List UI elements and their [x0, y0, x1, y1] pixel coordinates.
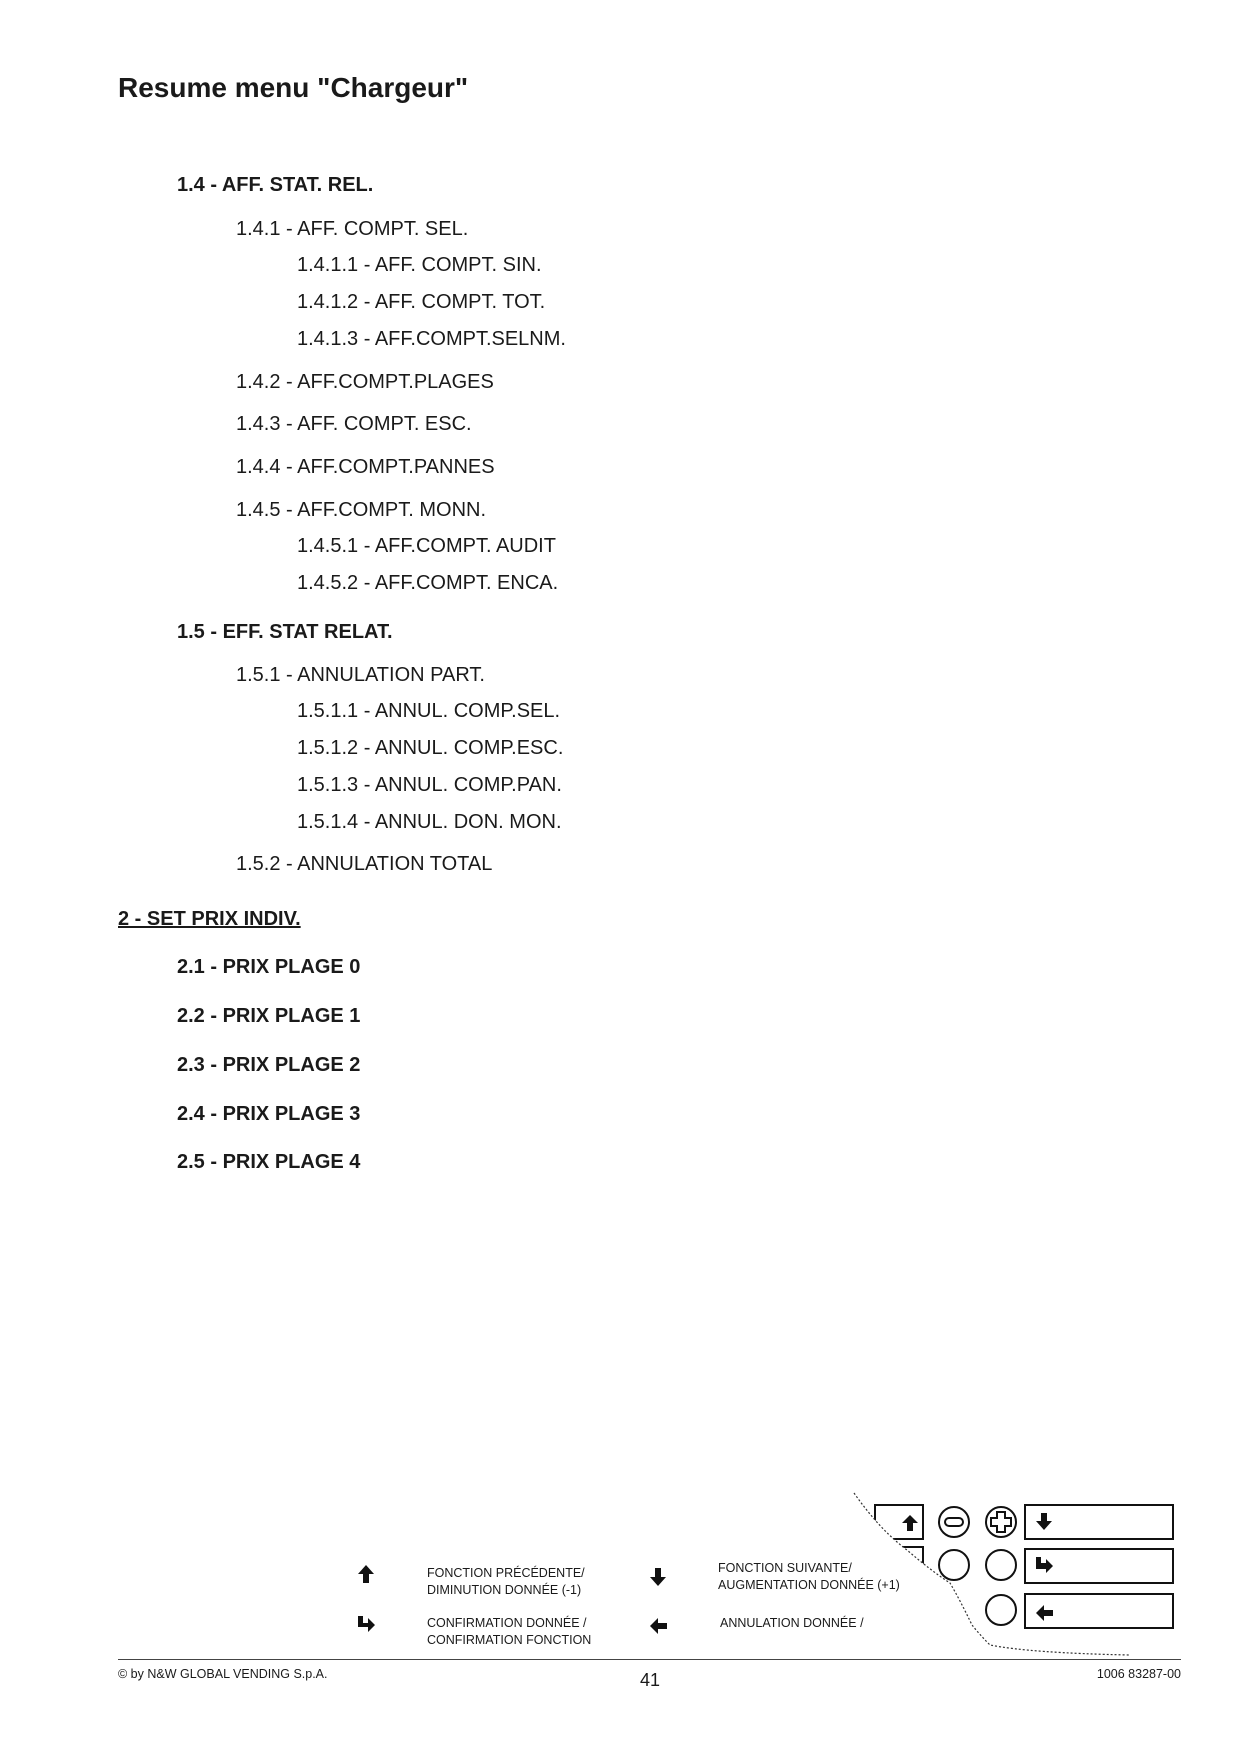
menu-item-1-4-1-1: 1.4.1.1 - AFF. COMPT. SIN. [297, 254, 542, 276]
keypad-illustration [850, 1485, 1190, 1660]
menu-item-1-4-5-2: 1.4.5.2 - AFF.COMPT. ENCA. [297, 572, 559, 594]
menu-item-2-2: 2.2 - PRIX PLAGE 1 [177, 1005, 361, 1027]
menu-item-1-4: 1.4 - AFF. STAT. REL. [177, 174, 374, 196]
footer-copyright: © by N&W GLOBAL VENDING S.p.A. [118, 1667, 328, 1681]
menu-item-1-5-1-1: 1.5.1.1 - ANNUL. COMP.SEL. [297, 700, 561, 722]
menu-item-1-5-1-4: 1.5.1.4 - ANNUL. DON. MON. [297, 811, 562, 833]
menu-item-1-4-1-3: 1.4.1.3 - AFF.COMPT.SELNM. [297, 328, 566, 350]
menu-item-1-4-1: 1.4.1 - AFF. COMPT. SEL. [236, 218, 469, 240]
menu-item-1-5-1-3: 1.5.1.3 - ANNUL. COMP.PAN. [297, 774, 562, 796]
menu-item-1-4-4: 1.4.4 - AFF.COMPT.PANNES [236, 456, 495, 478]
round-key [939, 1550, 969, 1580]
page-title: Resume menu "Chargeur" [118, 72, 469, 103]
menu-item-1-4-5: 1.4.5 - AFF.COMPT. MONN. [236, 499, 487, 521]
menu-item-1-4-3: 1.4.3 - AFF. COMPT. ESC. [236, 413, 472, 435]
menu-item-1-5-2: 1.5.2 - ANNULATION TOTAL [236, 853, 493, 875]
round-key [986, 1595, 1016, 1625]
menu-item-2-3: 2.3 - PRIX PLAGE 2 [177, 1054, 361, 1076]
confirm-arrow-icon [355, 1613, 377, 1635]
page-number: 41 [640, 1670, 661, 1690]
menu-item-1-4-5-1: 1.4.5.1 - AFF.COMPT. AUDIT [297, 535, 556, 557]
menu-item-2-1: 2.1 - PRIX PLAGE 0 [177, 956, 361, 978]
arrow-down-icon [647, 1566, 669, 1588]
legend-up-text: FONCTION PRÉCÉDENTE/ DIMINUTION DONNÉE (-1) [427, 1566, 585, 1597]
arrow-left-icon [648, 1615, 670, 1637]
menu-item-1-5-1-2: 1.5.1.2 - ANNUL. COMP.ESC. [297, 737, 564, 759]
menu-item-1-4-2: 1.4.2 - AFF.COMPT.PLAGES [236, 371, 494, 393]
menu-item-2-5: 2.5 - PRIX PLAGE 4 [177, 1151, 361, 1173]
doc-code: 1006 83287-00 [1096, 1667, 1181, 1681]
round-key [986, 1550, 1016, 1580]
menu-item-1-5-1: 1.5.1 - ANNULATION PART. [236, 664, 485, 686]
legend-down-text: FONCTION SUIVANTE/ AUGMENTATION DONNÉE (+1) [718, 1561, 900, 1592]
menu-item-1-5: 1.5 - EFF. STAT RELAT. [177, 621, 393, 643]
footer-divider [118, 1659, 1181, 1660]
menu-item-2-4: 2.4 - PRIX PLAGE 3 [177, 1103, 361, 1125]
arrow-up-icon [355, 1563, 377, 1585]
menu-item-1-4-1-2: 1.4.1.2 - AFF. COMPT. TOT. [297, 291, 546, 313]
legend-confirm-text: CONFIRMATION DONNÉE / CONFIRMATION FONCTION [427, 1616, 592, 1647]
legend-cancel-text: ANNULATION DONNÉE / [720, 1616, 864, 1630]
menu-section-2: 2 - SET PRIX INDIV. [118, 908, 301, 930]
